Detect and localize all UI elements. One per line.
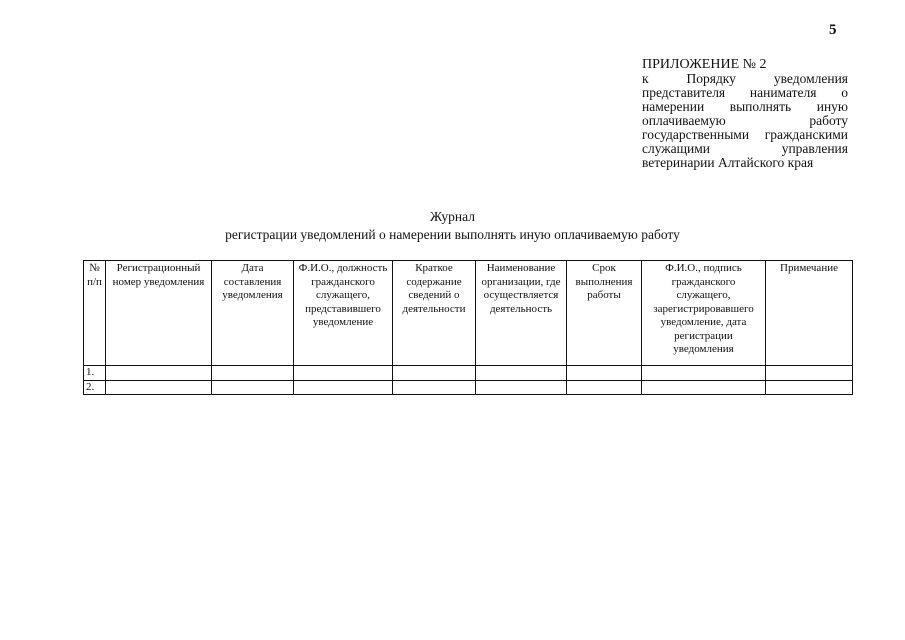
appendix-block [642,58,848,170]
row-number: 1. [84,366,106,381]
table-cell [106,380,212,395]
journal-title: Журнал [429,209,475,224]
appendix-text: к Порядку уведомления представителя нанимателя о намерении выполнять иную оплачиваемую работу государственными гражданскими служащими управления ветеринарии Алтайского края [642,71,848,170]
table-header-row [84,261,853,366]
table-cell [212,366,294,381]
table-cell [567,380,642,395]
table-cell [476,380,567,395]
table-cell [393,366,476,381]
table-cell [766,380,853,395]
header-date-compiled: Дата составления уведомления [212,261,294,366]
table-cell [567,366,642,381]
header-organization-name: Наименование организации, где осуществляется деятельность [476,261,567,366]
header-registration-number: Регистрационный номер уведомления [106,261,212,366]
page-number: 5 [829,22,837,38]
header-number: № п/п [84,261,106,366]
table-row [84,380,853,395]
header-note: Примечание [766,261,853,366]
row-number: 2. [84,380,106,395]
journal-subtitle: регистрации уведомлений о намерении выполнять иную оплачиваемую работу [225,227,680,242]
header-activity-summary: Краткое содержание сведений о деятельности [393,261,476,366]
table-cell [294,380,393,395]
table-cell [393,380,476,395]
table-cell [212,380,294,395]
table-cell [766,366,853,381]
table-cell [476,366,567,381]
appendix-title: ПРИЛОЖЕНИЕ № 2 [642,57,767,72]
journal-table [83,260,853,395]
table-cell [642,380,766,395]
table-cell [642,366,766,381]
header-employee-name-position: Ф.И.О., должность гражданского служащего, представившего уведомление [294,261,393,366]
table-row [84,366,853,381]
table-cell [294,366,393,381]
table-cell [106,366,212,381]
header-work-period: Срок выполнения работы [567,261,642,366]
header-registrar-signature-date: Ф.И.О., подпись гражданского служащего, зарегистрировавшего уведомление, дата регистрации уведомления [642,261,766,366]
